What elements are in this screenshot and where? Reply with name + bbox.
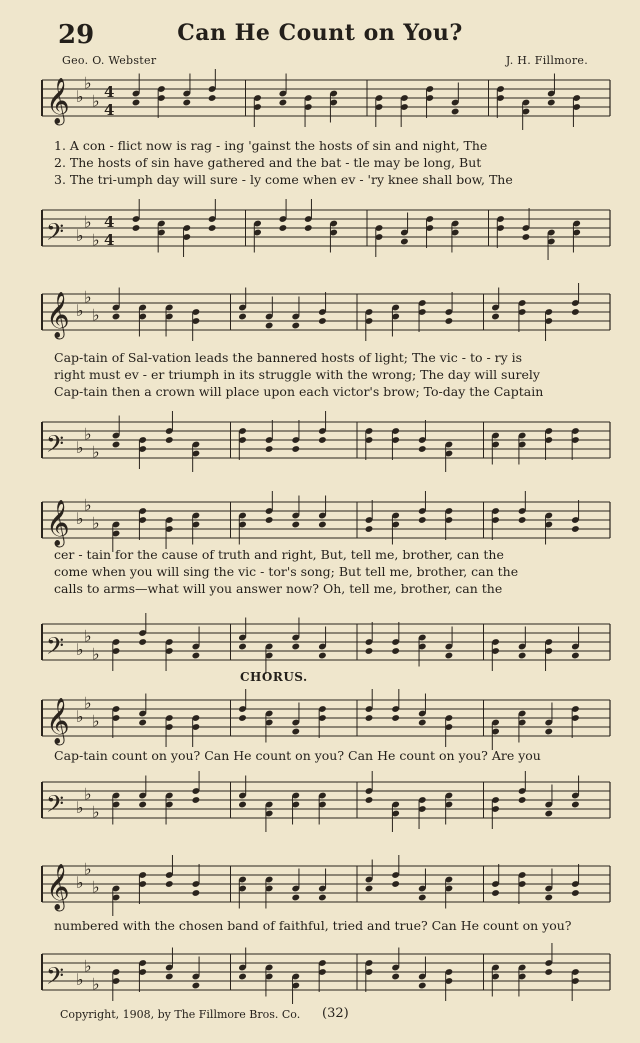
note-head [365, 714, 374, 722]
note-head [451, 108, 460, 116]
note-head [138, 801, 147, 809]
treble-staff [36, 280, 616, 344]
note-head [418, 719, 427, 727]
bass-staff [36, 610, 616, 674]
time-signature-top: 4 [104, 213, 115, 231]
verse-3-line-1: 3. The tri-umph day will sure - ly come when ev - 'ry knee shall bow, The [54, 172, 513, 187]
note-head [365, 525, 374, 533]
note-head [318, 894, 327, 902]
flat-icon: ♭ [76, 707, 84, 726]
note-head [291, 445, 300, 453]
bass-staff [36, 940, 616, 1004]
verse-1-line-2: Cap-tain of Sal-vation leads the bannered hosts of light; The vic - to - ry is [54, 350, 523, 365]
staff-notation [36, 280, 616, 344]
note-head [291, 894, 300, 902]
verse-1-line-1: 1. A con - flict now is rag - ing 'gainst the hosts of sin and night, The [54, 138, 488, 153]
treble-staff [36, 66, 616, 130]
note-head [279, 224, 288, 232]
bass-clef-icon: 𝄢 [46, 430, 65, 463]
flat-icon: ♭ [92, 442, 100, 462]
flat-icon: ♭ [92, 802, 100, 822]
note-head [391, 714, 400, 722]
treble-staff [36, 852, 616, 916]
flat-icon: ♭ [84, 424, 92, 444]
flat-icon: ♭ [92, 711, 100, 731]
treble-clef-icon: 𝄞 [46, 698, 70, 744]
note-head [522, 233, 531, 241]
time-signature-top: 4 [104, 83, 115, 101]
note-head [318, 652, 327, 660]
treble-clef-icon: 𝄞 [46, 78, 70, 124]
verse-2-line-1: 2. The hosts of sin have gathered and the bat - tle may be long, But [54, 155, 482, 170]
note-head [491, 889, 500, 897]
note-head [518, 516, 527, 524]
note-head [238, 643, 247, 651]
note-head [391, 973, 400, 981]
hymn-title: Can He Count on You? [177, 20, 463, 46]
note-head [365, 796, 374, 804]
flat-icon: ♭ [76, 301, 84, 320]
note-head [192, 982, 201, 990]
flat-icon: ♭ [92, 230, 100, 250]
flat-icon: ♭ [92, 91, 100, 111]
note-head [182, 99, 191, 107]
note-head [518, 652, 527, 660]
flat-icon: ♭ [84, 626, 92, 646]
note-head [112, 441, 121, 449]
note-head [238, 801, 247, 809]
composer-credit: J. H. Fillmore. [505, 54, 588, 67]
bass-staff [36, 768, 616, 832]
verse-3-line-2: Cap-tain then a crown will place upon each victor's brow; To-day the Captain [54, 384, 544, 399]
staff-notation [36, 768, 616, 832]
note-head [544, 894, 553, 902]
treble-staff [36, 488, 616, 552]
lyricist-credit: Geo. O. Webster [62, 54, 157, 67]
treble-clef-icon: 𝄞 [46, 864, 70, 910]
flat-icon: ♭ [92, 305, 100, 325]
note-head [400, 238, 409, 246]
note-head [365, 885, 374, 893]
staff-notation [36, 196, 616, 260]
note-head [132, 224, 141, 232]
note-head [192, 796, 201, 804]
note-head [544, 728, 553, 736]
note-head [265, 516, 274, 524]
bass-clef-icon: 𝄢 [46, 962, 65, 995]
flat-icon: ♭ [76, 970, 84, 989]
staff-notation [36, 940, 616, 1004]
flat-icon: ♭ [84, 287, 92, 307]
flat-icon: ♭ [84, 495, 92, 515]
staff-notation [36, 488, 616, 552]
flat-icon: ♭ [84, 859, 92, 879]
note-head [547, 99, 556, 107]
staff-notation [36, 686, 616, 750]
bass-clef-icon: 𝄢 [46, 632, 65, 665]
flat-icon: ♭ [84, 956, 92, 976]
note-head [192, 652, 201, 660]
note-head [304, 224, 313, 232]
note-head [291, 521, 300, 529]
note-head [391, 880, 400, 888]
note-head [132, 99, 141, 107]
note-head [318, 521, 327, 529]
note-head [571, 652, 580, 660]
flat-icon: ♭ [84, 693, 92, 713]
note-head [238, 714, 247, 722]
note-head [165, 880, 174, 888]
note-head [208, 224, 217, 232]
flat-icon: ♭ [76, 873, 84, 892]
staff-notation [36, 408, 616, 472]
note-head [571, 308, 580, 316]
flat-icon: ♭ [92, 644, 100, 664]
staff-notation [36, 610, 616, 674]
chorus-label: CHORUS. [240, 670, 308, 684]
flat-icon: ♭ [76, 87, 84, 106]
verse-2-line-3: come when you will sing the vic - tor's song; But tell me, brother, can the [54, 564, 519, 579]
note-head [208, 94, 217, 102]
note-head [138, 638, 147, 646]
hymn-number: 29 [58, 20, 95, 50]
note-head [445, 652, 454, 660]
time-signature-bottom: 4 [104, 101, 115, 119]
flat-icon: ♭ [84, 73, 92, 93]
note-head [112, 313, 121, 321]
bass-clef-icon: 𝄢 [46, 790, 65, 823]
note-head [418, 516, 427, 524]
note-head [418, 894, 427, 902]
note-head [318, 317, 327, 325]
note-head [165, 436, 174, 444]
flat-icon: ♭ [76, 509, 84, 528]
note-head [365, 647, 374, 655]
note-head [265, 445, 274, 453]
flat-icon: ♭ [84, 212, 92, 232]
chorus-line-2: numbered with the chosen band of faithful, tried and true? Can He count on you? [54, 918, 572, 933]
note-head [291, 643, 300, 651]
note-head [445, 317, 454, 325]
treble-clef-icon: 𝄞 [46, 292, 70, 338]
verse-3-line-3: calls to arms—what will you answer now? Oh, tell me, brother, can the [54, 581, 503, 596]
note-head [391, 647, 400, 655]
treble-clef-icon: 𝄞 [46, 500, 70, 546]
note-head [192, 889, 201, 897]
staff-notation [36, 852, 616, 916]
flat-icon: ♭ [92, 513, 100, 533]
note-head [418, 982, 427, 990]
treble-staff [36, 686, 616, 750]
note-head [571, 525, 580, 533]
bass-staff [36, 196, 616, 260]
copyright-notice: Copyright, 1908, by The Fillmore Bros. Co. [60, 1008, 301, 1021]
flat-icon: ♭ [76, 640, 84, 659]
verse-2-line-2: right must ev - er triumph in its struggle with the wrong; The day will surely [54, 367, 540, 382]
page-number: (32) [322, 1006, 349, 1021]
note-head [318, 436, 327, 444]
time-signature-bottom: 4 [104, 231, 115, 249]
flat-icon: ♭ [92, 877, 100, 897]
bass-clef-icon: 𝄢 [46, 218, 65, 251]
note-head [291, 728, 300, 736]
note-head [518, 796, 527, 804]
flat-icon: ♭ [92, 974, 100, 994]
flat-icon: ♭ [76, 798, 84, 817]
verse-1-line-3: cer - tain for the cause of truth and right, But, tell me, brother, can the [54, 547, 504, 562]
note-head [138, 719, 147, 727]
note-head [165, 973, 174, 981]
note-head [238, 313, 247, 321]
note-head [279, 99, 288, 107]
note-head [571, 889, 580, 897]
note-head [238, 973, 247, 981]
note-head [544, 810, 553, 818]
flat-icon: ♭ [76, 226, 84, 245]
note-head [571, 801, 580, 809]
flat-icon: ♭ [76, 438, 84, 457]
note-head [491, 313, 500, 321]
note-head [291, 322, 300, 330]
note-head [265, 322, 274, 330]
note-head [544, 968, 553, 976]
chorus-line-1: Cap-tain count on you? Can He count on you? Can He count on you? Are you [54, 748, 541, 763]
note-head [418, 445, 427, 453]
staff-notation [36, 66, 616, 130]
flat-icon: ♭ [84, 784, 92, 804]
bass-staff [36, 408, 616, 472]
